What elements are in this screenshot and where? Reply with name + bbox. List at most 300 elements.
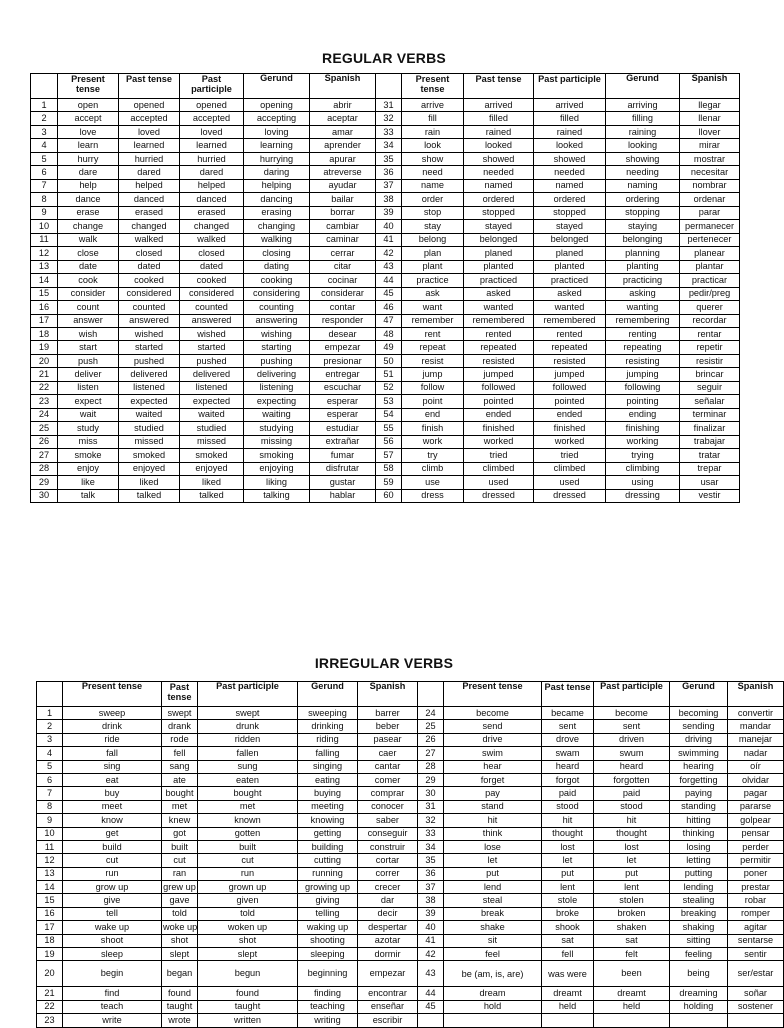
spanish-cell: escuchar: [310, 381, 376, 394]
past-participle-cell: dated: [180, 260, 244, 273]
table-row: [37, 1014, 784, 1027]
row-number-cell: 28: [31, 462, 58, 475]
gerund-cell: following: [606, 381, 680, 394]
past-tense-cell: taught: [162, 1000, 198, 1013]
gerund-cell: naming: [606, 179, 680, 192]
past-tense-cell: swept: [162, 707, 198, 720]
row-number-cell: 9: [31, 206, 58, 219]
gerund-cell: running: [298, 867, 358, 880]
spanish-cell: sentarse: [728, 934, 784, 947]
row-number-cell: 34: [418, 840, 444, 853]
present-tense-cell: finish: [402, 422, 464, 435]
spanish-cell: señalar: [680, 395, 740, 408]
past-tense-cell: pointed: [464, 395, 534, 408]
gerund-cell: dating: [244, 260, 310, 273]
spanish-cell: comer: [358, 773, 418, 786]
past-participle-cell: told: [198, 907, 298, 920]
gerund-cell: falling: [298, 747, 358, 760]
row-number-cell: 29: [418, 773, 444, 786]
gerund-cell: teaching: [298, 1000, 358, 1013]
past-participle-cell: eaten: [198, 773, 298, 786]
header-past-participle: Past participle: [198, 682, 298, 707]
present-tense-cell: love: [58, 125, 119, 138]
past-participle-cell: enjoyed: [180, 462, 244, 475]
past-participle-cell: climbed: [534, 462, 606, 475]
gerund-cell: lending: [670, 881, 728, 894]
present-tense-cell: fall: [63, 747, 162, 760]
table-row: [37, 1000, 784, 1013]
table-row: [37, 987, 784, 1000]
gerund-cell: resisting: [606, 354, 680, 367]
past-tense-cell: rained: [464, 125, 534, 138]
row-number-cell: 42: [418, 948, 444, 961]
past-participle-cell: built: [198, 840, 298, 853]
spanish-cell: trepar: [680, 462, 740, 475]
gerund-cell: staying: [606, 220, 680, 233]
table-row: [31, 354, 740, 367]
past-participle-cell: opened: [180, 99, 244, 112]
past-tense-cell: accepted: [119, 112, 180, 125]
row-number-cell: 16: [31, 301, 58, 314]
gerund-cell: ordering: [606, 193, 680, 206]
table-row: [37, 773, 784, 786]
header-number: [31, 74, 58, 99]
gerund-cell: getting: [298, 827, 358, 840]
past-participle-cell: resisted: [534, 354, 606, 367]
row-number-cell: 15: [31, 287, 58, 300]
gerund-cell: belonging: [606, 233, 680, 246]
past-participle-cell: started: [180, 341, 244, 354]
spanish-cell: necesitar: [680, 166, 740, 179]
past-tense-cell: dressed: [464, 489, 534, 502]
present-tense-cell: sweep: [63, 707, 162, 720]
spanish-cell: repetir: [680, 341, 740, 354]
past-participle-cell: hit: [594, 814, 670, 827]
row-number-cell: 44: [418, 987, 444, 1000]
gerund-cell: eating: [298, 773, 358, 786]
past-tense-cell: found: [162, 987, 198, 1000]
present-tense-cell: dare: [58, 166, 119, 179]
gerund-cell: raining: [606, 125, 680, 138]
past-participle-cell: tried: [534, 449, 606, 462]
table-row: [31, 206, 740, 219]
spanish-cell: citar: [310, 260, 376, 273]
spanish-cell: comprar: [358, 787, 418, 800]
past-participle-cell: put: [594, 867, 670, 880]
row-number-cell: 12: [37, 854, 63, 867]
gerund-cell: thinking: [670, 827, 728, 840]
row-number-cell: 58: [376, 462, 402, 475]
past-tense-cell: resisted: [464, 354, 534, 367]
table-row: [37, 800, 784, 813]
spanish-cell: terminar: [680, 408, 740, 421]
spanish-cell: parar: [680, 206, 740, 219]
past-participle-cell: smoked: [180, 449, 244, 462]
table-row: [31, 125, 740, 138]
row-number-cell: 45: [418, 1000, 444, 1013]
present-tense-cell: practice: [402, 274, 464, 287]
past-participle-cell: lent: [594, 881, 670, 894]
present-tense-cell: become: [444, 707, 542, 720]
present-tense-cell: plant: [402, 260, 464, 273]
past-participle-cell: listened: [180, 381, 244, 394]
spanish-cell: querer: [680, 301, 740, 314]
spanish-cell: pagar: [728, 787, 784, 800]
past-participle-cell: used: [534, 476, 606, 489]
table-row: [37, 907, 784, 920]
header-past-tense: Past tense: [464, 74, 534, 99]
table-row: [31, 247, 740, 260]
past-tense-cell: walked: [119, 233, 180, 246]
past-tense-cell: asked: [464, 287, 534, 300]
past-tense-cell: shook: [542, 921, 594, 934]
table-row: [31, 476, 740, 489]
past-participle-cell: lost: [594, 840, 670, 853]
gerund-cell: stealing: [670, 894, 728, 907]
spanish-cell: caminar: [310, 233, 376, 246]
present-tense-cell: ride: [63, 733, 162, 746]
past-tense-cell: waited: [119, 408, 180, 421]
spanish-cell: ser/estar: [728, 961, 784, 987]
irregular-verbs-table: [36, 681, 784, 1028]
row-number-cell: 22: [31, 381, 58, 394]
past-participle-cell: danced: [180, 193, 244, 206]
past-participle-cell: thought: [594, 827, 670, 840]
spanish-cell: gustar: [310, 476, 376, 489]
past-tense-cell: fell: [542, 948, 594, 961]
row-number-cell: 25: [31, 422, 58, 435]
table-row: [37, 733, 784, 746]
row-number-cell: 27: [418, 747, 444, 760]
spanish-cell: rentar: [680, 327, 740, 340]
gerund-cell: accepting: [244, 112, 310, 125]
gerund-cell: liking: [244, 476, 310, 489]
spanish-cell: saber: [358, 814, 418, 827]
gerund-cell: filling: [606, 112, 680, 125]
past-tense-cell: hit: [542, 814, 594, 827]
gerund-cell: giving: [298, 894, 358, 907]
past-tense-cell: studied: [119, 422, 180, 435]
spanish-cell: recordar: [680, 314, 740, 327]
past-participle-cell: taught: [198, 1000, 298, 1013]
past-tense-cell: stopped: [464, 206, 534, 219]
past-participle-cell: stolen: [594, 894, 670, 907]
table-row: [31, 220, 740, 233]
spanish-cell: atreverse: [310, 166, 376, 179]
row-number-cell: 9: [37, 814, 63, 827]
past-tense-cell: swam: [542, 747, 594, 760]
table-row: [37, 894, 784, 907]
present-tense-cell: look: [402, 139, 464, 152]
past-participle-cell: jumped: [534, 368, 606, 381]
gerund-cell: arriving: [606, 99, 680, 112]
gerund-cell: being: [670, 961, 728, 987]
present-tense-cell: change: [58, 220, 119, 233]
past-tense-cell: held: [542, 1000, 594, 1013]
present-tense-cell: point: [402, 395, 464, 408]
gerund-cell: finishing: [606, 422, 680, 435]
past-tense-cell: ate: [162, 773, 198, 786]
present-tense-cell: send: [444, 720, 542, 733]
past-tense-cell: gave: [162, 894, 198, 907]
past-tense-cell: cooked: [119, 274, 180, 287]
regular-verbs-body: [31, 99, 740, 503]
spanish-cell: disfrutar: [310, 462, 376, 475]
present-tense-cell: rain: [402, 125, 464, 138]
past-participle-cell: stopped: [534, 206, 606, 219]
row-number-cell: 40: [418, 921, 444, 934]
header-number: [37, 682, 63, 707]
spanish-cell: sostener: [728, 1000, 784, 1013]
present-tense-cell: try: [402, 449, 464, 462]
past-participle-cell: repeated: [534, 341, 606, 354]
present-tense-cell: find: [63, 987, 162, 1000]
past-tense-cell: repeated: [464, 341, 534, 354]
table-row: [37, 854, 784, 867]
present-tense-cell: cut: [63, 854, 162, 867]
spanish-cell: contar: [310, 301, 376, 314]
present-tense-cell: show: [402, 152, 464, 165]
row-number-cell: 35: [376, 152, 402, 165]
gerund-cell: sweeping: [298, 707, 358, 720]
present-tense-cell: smoke: [58, 449, 119, 462]
past-participle-cell: cooked: [180, 274, 244, 287]
past-participle-cell: planed: [534, 247, 606, 260]
gerund-cell: using: [606, 476, 680, 489]
row-number-cell: 20: [31, 354, 58, 367]
past-tense-cell: planted: [464, 260, 534, 273]
table-row: [31, 112, 740, 125]
row-number-cell: 20: [37, 961, 63, 987]
gerund-cell: missing: [244, 435, 310, 448]
irregular-verbs-body: [37, 707, 784, 1028]
present-tense-cell: lend: [444, 881, 542, 894]
gerund-cell: talking: [244, 489, 310, 502]
header-spanish: Spanish: [680, 74, 740, 99]
row-number-cell: 25: [418, 720, 444, 733]
row-number-cell: 14: [31, 274, 58, 287]
past-tense-cell: ordered: [464, 193, 534, 206]
header-number: [418, 682, 444, 707]
spanish-cell: poner: [728, 867, 784, 880]
past-participle-cell: let: [594, 854, 670, 867]
past-participle-cell: pushed: [180, 354, 244, 367]
present-tense-cell: count: [58, 301, 119, 314]
table-row: [37, 814, 784, 827]
spanish-cell: decir: [358, 907, 418, 920]
past-tense-cell: needed: [464, 166, 534, 179]
past-tense-cell: remembered: [464, 314, 534, 327]
past-tense-cell: answered: [119, 314, 180, 327]
past-tense-cell: worked: [464, 435, 534, 448]
past-participle-cell: belonged: [534, 233, 606, 246]
header-present-tense: Present tense: [444, 682, 542, 707]
past-participle-cell: sat: [594, 934, 670, 947]
present-tense-cell: sleep: [63, 948, 162, 961]
present-tense-cell: date: [58, 260, 119, 273]
present-tense-cell: wish: [58, 327, 119, 340]
past-tense-cell: erased: [119, 206, 180, 219]
past-tense-cell: grew up: [162, 881, 198, 894]
past-tense-cell: shot: [162, 934, 198, 947]
past-participle-cell: talked: [180, 489, 244, 502]
past-participle-cell: run: [198, 867, 298, 880]
gerund-cell: repeating: [606, 341, 680, 354]
spanish-cell: barrer: [358, 707, 418, 720]
row-number-cell: 32: [376, 112, 402, 125]
spanish-cell: empezar: [310, 341, 376, 354]
past-participle-cell: asked: [534, 287, 606, 300]
row-number-cell: 56: [376, 435, 402, 448]
past-participle-cell: begun: [198, 961, 298, 987]
row-number-cell: 52: [376, 381, 402, 394]
row-number-cell: 3: [31, 125, 58, 138]
spanish-cell: encontrar: [358, 987, 418, 1000]
past-tense-cell: fell: [162, 747, 198, 760]
past-participle-cell: needed: [534, 166, 606, 179]
spanish-cell: sentir: [728, 948, 784, 961]
gerund-cell: waiting: [244, 408, 310, 421]
row-number-cell: 32: [418, 814, 444, 827]
table-row: [31, 139, 740, 152]
gerund-cell: sitting: [670, 934, 728, 947]
gerund-cell: sending: [670, 720, 728, 733]
gerund-cell: jumping: [606, 368, 680, 381]
past-tense-cell: considered: [119, 287, 180, 300]
row-number-cell: 26: [31, 435, 58, 448]
table-row: [31, 179, 740, 192]
row-number-cell: 26: [418, 733, 444, 746]
spanish-cell: abrir: [310, 99, 376, 112]
present-tense-cell: grow up: [63, 881, 162, 894]
past-participle-cell: erased: [180, 206, 244, 219]
spanish-cell: llegar: [680, 99, 740, 112]
row-number-cell: 39: [418, 907, 444, 920]
row-number-cell: 51: [376, 368, 402, 381]
header-present-tense: Present tense: [402, 74, 464, 99]
spanish-cell: practicar: [680, 274, 740, 287]
present-tense-cell: plan: [402, 247, 464, 260]
gerund-cell: dreaming: [670, 987, 728, 1000]
row-number-cell: 33: [418, 827, 444, 840]
spanish-cell: pararse: [728, 800, 784, 813]
gerund-cell: forgetting: [670, 773, 728, 786]
gerund-cell: daring: [244, 166, 310, 179]
past-tense-cell: used: [464, 476, 534, 489]
gerund-cell: waking up: [298, 921, 358, 934]
past-tense-cell: was were: [542, 961, 594, 987]
past-tense-cell: ran: [162, 867, 198, 880]
table-row: [31, 193, 740, 206]
row-number-cell: 17: [37, 921, 63, 934]
past-participle-cell: been: [594, 961, 670, 987]
row-number-cell: 34: [376, 139, 402, 152]
present-tense-cell: break: [444, 907, 542, 920]
past-participle-cell: filled: [534, 112, 606, 125]
spanish-cell: brincar: [680, 368, 740, 381]
row-number-cell: 29: [31, 476, 58, 489]
row-number-cell: 48: [376, 327, 402, 340]
spanish-cell: permanecer: [680, 220, 740, 233]
table-row: [31, 408, 740, 421]
row-number-cell: [418, 1014, 444, 1027]
row-number-cell: 27: [31, 449, 58, 462]
present-tense-cell: eat: [63, 773, 162, 786]
table-row: [31, 152, 740, 165]
table-row: [31, 260, 740, 273]
spanish-cell: aceptar: [310, 112, 376, 125]
past-participle-cell: looked: [534, 139, 606, 152]
table-row: [37, 961, 784, 987]
past-participle-cell: pointed: [534, 395, 606, 408]
row-number-cell: 8: [31, 193, 58, 206]
spanish-cell: oír: [728, 760, 784, 773]
row-number-cell: 22: [37, 1000, 63, 1013]
header-gerund: Gerund: [298, 682, 358, 707]
irregular-verbs-title: IRREGULAR VERBS: [314, 655, 454, 671]
past-participle-cell: liked: [180, 476, 244, 489]
present-tense-cell: steal: [444, 894, 542, 907]
gerund-cell: finding: [298, 987, 358, 1000]
gerund-cell: cutting: [298, 854, 358, 867]
spanish-cell: esperar: [310, 395, 376, 408]
past-tense-cell: began: [162, 961, 198, 987]
present-tense-cell: deliver: [58, 368, 119, 381]
row-number-cell: 4: [31, 139, 58, 152]
past-participle-cell: wanted: [534, 301, 606, 314]
gerund-cell: loving: [244, 125, 310, 138]
present-tense-cell: stay: [402, 220, 464, 233]
past-tense-cell: ended: [464, 408, 534, 421]
past-participle-cell: grown up: [198, 881, 298, 894]
present-tense-cell: drink: [63, 720, 162, 733]
gerund-cell: holding: [670, 1000, 728, 1013]
spanish-cell: tratar: [680, 449, 740, 462]
table-row: [31, 435, 740, 448]
spanish-cell: dormir: [358, 948, 418, 961]
gerund-cell: wishing: [244, 327, 310, 340]
gerund-cell: smoking: [244, 449, 310, 462]
row-number-cell: 19: [37, 948, 63, 961]
gerund-cell: opening: [244, 99, 310, 112]
spanish-cell: borrar: [310, 206, 376, 219]
spanish-cell: olvidar: [728, 773, 784, 786]
present-tense-cell: shoot: [63, 934, 162, 947]
row-number-cell: 43: [376, 260, 402, 273]
past-tense-cell: planed: [464, 247, 534, 260]
gerund-cell: erasing: [244, 206, 310, 219]
past-tense-cell: listened: [119, 381, 180, 394]
spanish-cell: mostrar: [680, 152, 740, 165]
spanish-cell: prestar: [728, 881, 784, 894]
table-row: [31, 327, 740, 340]
past-tense-cell: tried: [464, 449, 534, 462]
row-number-cell: 50: [376, 354, 402, 367]
row-number-cell: 7: [31, 179, 58, 192]
past-tense-cell: drove: [542, 733, 594, 746]
present-tense-cell: sit: [444, 934, 542, 947]
past-participle-cell: expected: [180, 395, 244, 408]
past-tense-cell: practiced: [464, 274, 534, 287]
spanish-cell: azotar: [358, 934, 418, 947]
spanish-cell: extrañar: [310, 435, 376, 448]
past-participle-cell: wished: [180, 327, 244, 340]
spanish-cell: mirar: [680, 139, 740, 152]
present-tense-cell: put: [444, 867, 542, 880]
spanish-cell: perder: [728, 840, 784, 853]
past-tense-cell: belonged: [464, 233, 534, 246]
gerund-cell: drinking: [298, 720, 358, 733]
